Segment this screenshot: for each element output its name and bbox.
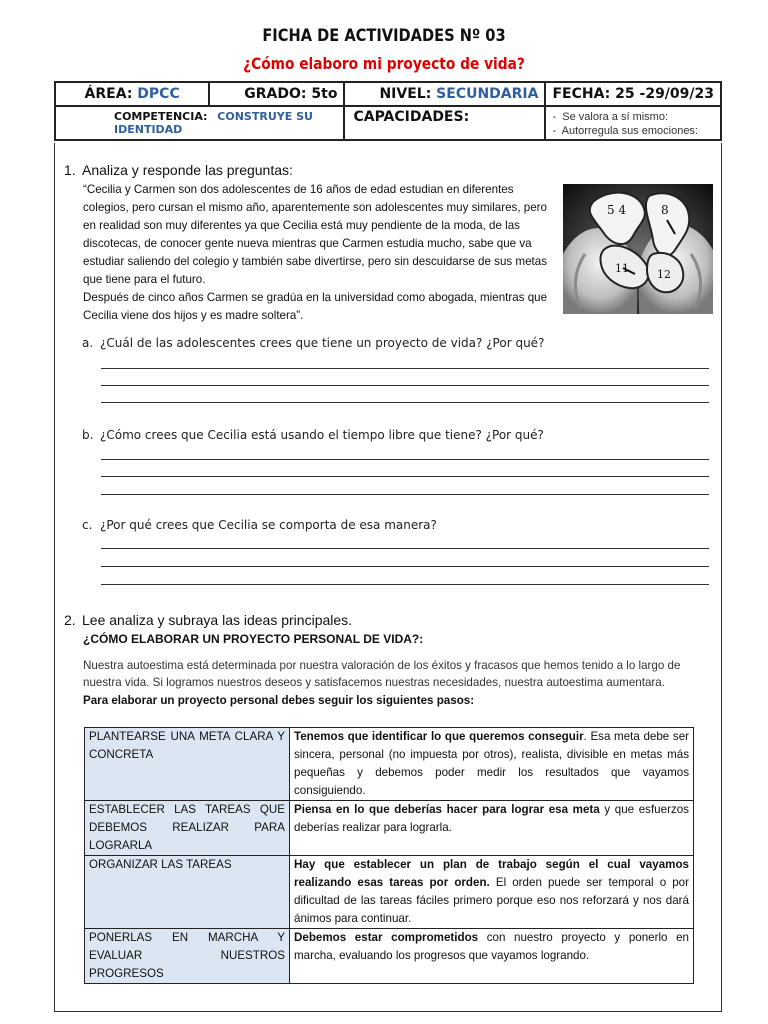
answer-line[interactable] [101,476,709,477]
svg-text:8: 8 [661,203,669,217]
grado-cell [209,82,344,106]
step-title: ORGANIZAR LAS TAREAS [85,856,290,929]
fecha-cell [545,82,721,106]
story-paragraph-2: Después de cinco años Carmen se gradúa en la universidad como abogada, mientras que Cecilia viene dos hijos y es madre soltera”. [83,291,548,322]
answer-line[interactable] [101,402,709,403]
question-c: c. ¿Por qué crees que Cecilia se comporta de esa manera? [82,518,437,532]
fecha-value: 25 -29/09/23 [615,86,714,102]
answer-line[interactable] [101,368,709,369]
step-description: Tenemos que identificar lo que queremos conseguir. Esa meta debe ser sincera, personal (no impuesta por otros), realista, divisible en metas más pequeñas y debemos poder medir los resultados que vayamos consiguiendo. [290,728,694,801]
capacidad-item: - Autorregula sus emociones: [552,125,698,137]
worksheet-title: FICHA DE ACTIVIDADES Nº 03 [262,26,506,46]
svg-text:12: 12 [657,268,671,281]
nivel-label: NIVEL: [379,86,432,102]
capacidades-list [545,106,721,140]
section2-subheading: ¿CÓMO ELABORAR UN PROYECTO PERSONAL DE VIDA?: [83,632,424,646]
capacidad-item: - Se valora a sí mismo: [552,111,669,123]
question-a: a. ¿Cuál de las adolescentes crees que tiene un proyecto de vida? ¿Por qué? [82,336,545,350]
step-description: Hay que establecer un plan de trabajo según el cual vayamos realizando esas tareas por orden. El orden puede ser temporal o por dificultad de las tareas fáciles primero porque eso nos reforzará y nos dará ánimos para continuar. [290,856,694,929]
section2-heading: 2. Lee analiza y subraya las ideas principales. [64,612,353,628]
question-b: b. ¿Cómo crees que Cecilia está usando el tiempo libre que tiene? ¿Por qué? [82,428,544,442]
svg-text:11: 11 [615,262,629,275]
svg-text:5 4: 5 4 [607,203,627,217]
section2-intro: Nuestra autoestima está determinada por nuestra valoración de los éxitos y fracasos que hemos tenido a lo largo de nuestra vida. Si logramos nuestros deseos y satisfacemos nuestras necesidades, nuestra autoestima aumentara. [83,659,681,689]
table-row [85,801,694,856]
answer-line[interactable] [101,385,709,386]
info-header-table [54,81,722,141]
answer-line[interactable] [101,459,709,460]
fecha-label: FECHA: [552,86,611,102]
worksheet-subtitle: ¿Cómo elaboro mi proyecto de vida? [243,54,525,73]
nivel-value: SECUNDARIA [436,86,539,102]
competencia-value: CONSTRUYE SU IDENTIDAD [114,110,313,136]
grado-value: 5to [311,86,338,102]
melting-clock-hands-image [563,184,713,314]
step-title: PONERLAS EN MARCHA Y EVALUAR NUESTROS PROGRESOS [85,929,290,984]
step-description: Piensa en lo que deberías hacer para lograr esa meta y que esfuerzos deberías realizar para lograrla. [290,801,694,856]
grado-label: GRADO: [244,86,307,102]
competencia-label: COMPETENCIA: [114,110,208,123]
story-text [83,181,555,325]
answer-line[interactable] [101,584,709,585]
table-row [85,929,694,984]
answer-line[interactable] [101,548,709,549]
answer-line[interactable] [101,494,709,495]
steps-table [84,727,694,984]
story-paragraph-1: “Cecilia y Carmen son dos adolescentes de 16 años de edad estudian en diferentes colegios, pero cursan el mismo año, aparentemente son adolescentes muy similares, pero en realidad son muy diferentes ya que Cecilia está muy pendiente de la moda, de las discotecas, de conocer gente nueva mientras que Carmen estudia mucho, sabe que va estudiar saliendo del colegio y también sabe divertirse, pero sin descuidarse de sus metas que tiene para el futuro. [83,183,548,286]
step-title: ESTABLECER LAS TAREAS QUE DEBEMOS REALIZAR PARA LOGRARLA [85,801,290,856]
table-row [85,728,694,801]
section1-heading: 1. Analiza y responde las preguntas: [64,162,293,178]
area-value: DPCC [137,86,180,102]
capacidades-label: CAPACIDADES: [344,106,545,140]
step-title: PLANTEARSE UNA META CLARA Y CONCRETA [85,728,290,801]
area-label: ÁREA: [84,86,133,102]
answer-line[interactable] [101,566,709,567]
competencia-cell [55,106,344,140]
table-row [85,856,694,929]
step-description: Debemos estar comprometidos con nuestro proyecto y ponerlo en marcha, evaluando los progresos que vayamos logrando. [290,929,694,984]
nivel-cell [344,82,545,106]
section2-instruction: Para elaborar un proyecto personal debes seguir los siguientes pasos: [83,694,475,707]
area-cell [55,82,209,106]
